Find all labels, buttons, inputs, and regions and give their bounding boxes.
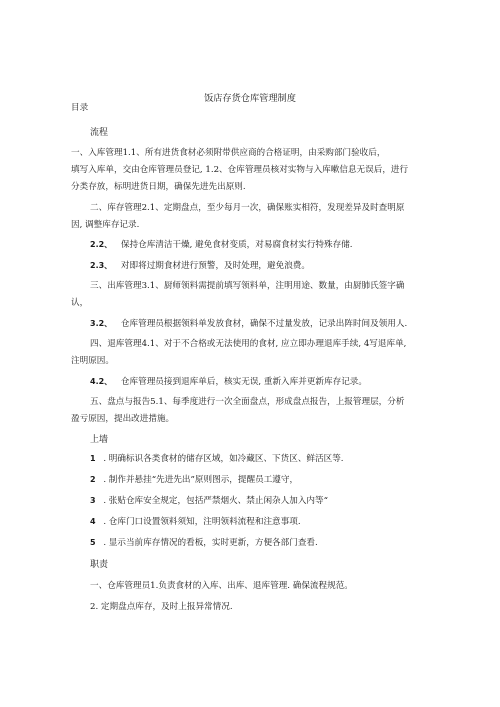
- item-text: . 明确标识各类食材的储存区域，如冷藏区、下货区、鲜活区等.: [103, 454, 344, 464]
- paragraph-line: 因, 调整库存记录.: [71, 220, 140, 230]
- item-number: 3.2、: [90, 319, 113, 328]
- paragraph-line: 分类存放，标明进货日期，确保先进先出原则.: [71, 182, 246, 192]
- item-number: 2.2、: [90, 240, 113, 249]
- paragraph-line: 三、出库管理3.1、厨师领料需提前填写领料单，注明用途、数量，由厨肺氏签字确: [90, 281, 405, 291]
- list-item: [90, 262, 310, 271]
- list-item: [90, 497, 328, 506]
- paragraph-line: 五、盘点与报告5.1、每季度进行一次全面盘点，形成盘点报告，上报管理层，分析: [90, 397, 405, 407]
- item-text: . 仓库门口设置领料须知，注明领料流程和注意事项.: [103, 517, 301, 527]
- item-text: . 张贴仓库安全规定，包括严禁烟火、禁止闲杂人加入内等“: [103, 496, 329, 506]
- document-title: 饭店存货仓库管理制度: [204, 93, 296, 104]
- item-number: 4.2、: [90, 377, 113, 386]
- item-text: 仓库管理员根据领料单发放食材，确保不过量发放，记录出阵时间及领用人.: [120, 319, 408, 329]
- item-text: . 制作并悬挂“先进先出”原则图示，提醒员工遵守，: [103, 475, 299, 485]
- paragraph-line: 认，: [71, 298, 89, 308]
- item-number: 3: [90, 496, 96, 505]
- list-item: [90, 476, 298, 485]
- paragraph-line: 2. 定期盘点库存，及时上报异常情况.: [90, 602, 233, 612]
- list-item: [90, 455, 344, 464]
- item-number: 4: [90, 517, 96, 526]
- paragraph-line: 填写入库单，交由仓库管理员登记, 1.2、仓库管理员核对实物与入库嗽信息无误后，进行: [71, 165, 409, 175]
- section-heading-process: 流程: [90, 128, 109, 138]
- list-item: [90, 378, 367, 387]
- paragraph-line: 注明原因。: [71, 356, 114, 366]
- paragraph-line: 盈亏原因，提出改进措施。: [71, 414, 175, 424]
- paragraph-line: 二、库存管理2.1、定期盘点，至少每月一次，确保账实相符，发现差异及时查明原: [90, 203, 405, 213]
- item-number: 1: [90, 454, 96, 463]
- list-item: [90, 518, 301, 527]
- item-text: 对即将过期食材进行预警，及时处理，避免浪费。: [120, 261, 310, 271]
- list-item: [90, 320, 407, 329]
- toc-label: 目录: [71, 103, 89, 113]
- item-text: . 显示当前库存情况的看板，实时更新，方便各部门查看.: [103, 538, 318, 548]
- section-heading-wall: 上墙: [90, 435, 109, 445]
- item-text: 保持仓库清洁干燥, 避免食材变质，对易腐食材实行特殊存储.: [120, 240, 353, 250]
- paragraph-line: 一、仓库管理员1.负责食材的入库、出库、退库管理. 确保流程规范。: [90, 581, 353, 591]
- item-number: 2: [90, 475, 96, 484]
- paragraph-line: 四、退库管理4.1、对于不合格或无法使用的食材, 应立即办理退库手续, 4写退库单,: [90, 339, 407, 349]
- list-item: [90, 241, 353, 250]
- item-text: 仓库管理员接到退库单后，核实无误, 重新入库并更新库存记录。: [120, 377, 367, 387]
- item-number: 5: [90, 538, 96, 547]
- paragraph-line: 一、入库管理1.1、所有进货食材必须附带供应商的合格证明，由采购部门验收后，: [71, 148, 386, 158]
- list-item: [90, 539, 318, 548]
- item-number: 2.3、: [90, 261, 113, 270]
- section-heading-duties: 职责: [90, 560, 109, 570]
